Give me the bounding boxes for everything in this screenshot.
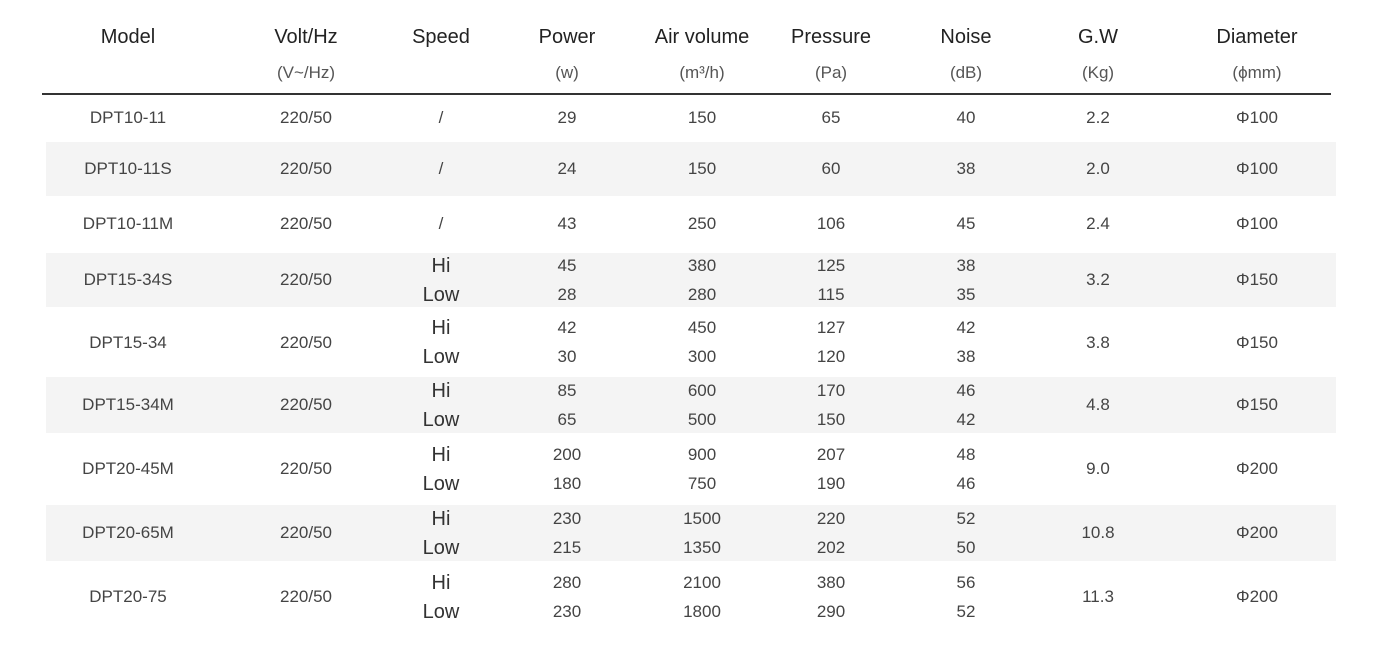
speed-cell: Hi xyxy=(431,571,451,594)
diameter-cell: Φ150 xyxy=(1236,270,1278,289)
diameter-cell: Φ200 xyxy=(1236,523,1278,542)
speed-cell: / xyxy=(438,159,444,178)
power-cell: 65 xyxy=(557,409,577,429)
power-cell: 29 xyxy=(557,108,577,127)
table-row xyxy=(46,197,1336,251)
speed-cell: Hi xyxy=(431,317,451,339)
pressure-cell: 125 xyxy=(816,255,846,275)
volt-cell: 220/50 xyxy=(280,159,332,178)
noise-cell: 48 xyxy=(956,444,976,464)
table-row xyxy=(46,309,1336,376)
gw-cell: 11.3 xyxy=(1082,587,1114,606)
model-cell: DPT15-34M xyxy=(82,395,174,414)
air-cell: 1500 xyxy=(683,508,721,528)
air-cell: 1350 xyxy=(683,537,721,557)
table-row xyxy=(46,505,1336,561)
model-cell: DPT20-45M xyxy=(82,459,174,478)
speed-cell: Low xyxy=(422,472,460,495)
table-row xyxy=(46,562,1336,632)
pressure-cell: 380 xyxy=(816,572,846,592)
gw-cell: 3.8 xyxy=(1086,332,1110,352)
air-cell: 250 xyxy=(687,214,717,233)
model-cell: DPT10-11M xyxy=(82,214,174,233)
pressure-cell: 202 xyxy=(816,537,846,557)
power-cell: 43 xyxy=(557,214,577,233)
speed-cell: Hi xyxy=(431,379,451,402)
noise-cell: 38 xyxy=(956,347,976,366)
air-cell: 500 xyxy=(687,409,717,429)
pressure-cell: 190 xyxy=(816,473,846,493)
noise-cell: 35 xyxy=(956,284,976,304)
column-unit-power: (w) xyxy=(555,63,579,82)
speed-cell: Low xyxy=(422,346,460,368)
column-unit-gw: (Kg) xyxy=(1081,63,1115,82)
diameter-cell: Φ200 xyxy=(1236,587,1278,606)
table-row xyxy=(46,434,1336,504)
power-cell: 24 xyxy=(557,159,577,178)
table-row xyxy=(46,253,1336,307)
air-cell: 2100 xyxy=(683,572,721,592)
noise-cell: 40 xyxy=(956,108,976,127)
power-cell: 85 xyxy=(557,380,577,400)
diameter-cell: Φ200 xyxy=(1236,459,1278,478)
column-unit-air: (m³/h) xyxy=(679,63,725,82)
noise-cell: 46 xyxy=(956,380,976,400)
volt-cell: 220/50 xyxy=(280,270,332,289)
gw-cell: 2.4 xyxy=(1086,214,1110,233)
column-title-pressure: Pressure xyxy=(790,26,872,48)
column-title-power: Power xyxy=(538,26,596,48)
volt-cell: 220/50 xyxy=(280,214,332,233)
column-unit-pressure: (Pa) xyxy=(814,63,848,82)
volt-cell: 220/50 xyxy=(280,332,332,352)
pressure-cell: 120 xyxy=(816,347,846,366)
column-title-diameter: Diameter xyxy=(1216,26,1298,48)
power-cell: 200 xyxy=(552,444,582,464)
gw-cell: 4.8 xyxy=(1086,395,1110,414)
model-cell: DPT20-75 xyxy=(89,587,167,606)
power-cell: 280 xyxy=(552,572,582,592)
table-row xyxy=(46,377,1336,433)
noise-cell: 52 xyxy=(956,508,976,528)
column-title-model: Model xyxy=(100,26,156,48)
speed-cell: / xyxy=(438,108,444,127)
column-title-noise: Noise xyxy=(940,26,992,48)
pressure-cell: 220 xyxy=(816,508,846,528)
air-cell: 900 xyxy=(687,444,717,464)
speed-cell: Hi xyxy=(431,443,451,466)
speed-cell: Low xyxy=(422,408,460,431)
column-title-volt: Volt/Hz xyxy=(274,26,338,48)
column-unit-noise: (dB) xyxy=(949,63,983,82)
pressure-cell: 150 xyxy=(816,409,846,429)
noise-cell: 45 xyxy=(956,214,976,233)
volt-cell: 220/50 xyxy=(280,523,332,542)
power-cell: 30 xyxy=(557,347,577,366)
noise-cell: 42 xyxy=(956,318,976,337)
column-unit-volt: (V~/Hz) xyxy=(276,63,336,82)
power-cell: 45 xyxy=(557,255,577,275)
power-cell: 230 xyxy=(552,508,582,528)
pressure-cell: 207 xyxy=(816,444,846,464)
volt-cell: 220/50 xyxy=(280,395,332,414)
air-cell: 750 xyxy=(687,473,717,493)
pressure-cell: 127 xyxy=(816,318,846,337)
noise-cell: 56 xyxy=(956,572,976,592)
air-cell: 600 xyxy=(687,380,717,400)
speed-cell: Hi xyxy=(431,507,451,530)
table-row xyxy=(46,142,1336,196)
noise-cell: 52 xyxy=(956,601,976,621)
volt-cell: 220/50 xyxy=(280,459,332,478)
power-cell: 180 xyxy=(552,473,582,493)
noise-cell: 38 xyxy=(956,255,976,275)
power-cell: 42 xyxy=(557,318,577,337)
air-cell: 280 xyxy=(687,284,717,304)
diameter-cell: Φ150 xyxy=(1236,395,1278,414)
noise-cell: 38 xyxy=(956,159,976,178)
gw-cell: 2.2 xyxy=(1086,108,1110,127)
air-cell: 380 xyxy=(687,255,717,275)
power-cell: 215 xyxy=(552,537,582,557)
model-cell: DPT15-34 xyxy=(89,332,167,352)
air-cell: 150 xyxy=(687,159,717,178)
pressure-cell: 115 xyxy=(817,284,845,304)
volt-cell: 220/50 xyxy=(280,108,332,127)
table-row xyxy=(46,95,1336,141)
gw-cell: 10.8 xyxy=(1081,523,1115,542)
gw-cell: 2.0 xyxy=(1086,159,1110,178)
speed-cell: Hi xyxy=(431,254,451,277)
table-header xyxy=(0,0,1382,95)
pressure-cell: 60 xyxy=(821,159,841,178)
column-unit-diameter: (ϕmm) xyxy=(1232,63,1282,82)
power-cell: 28 xyxy=(557,284,577,304)
gw-cell: 9.0 xyxy=(1086,459,1110,478)
air-cell: 150 xyxy=(687,108,717,127)
diameter-cell: Φ100 xyxy=(1236,108,1278,127)
air-cell: 300 xyxy=(687,347,717,366)
pressure-cell: 65 xyxy=(821,108,841,127)
noise-cell: 46 xyxy=(956,473,976,493)
diameter-cell: Φ150 xyxy=(1236,332,1278,352)
model-cell: DPT15-34S xyxy=(83,270,173,289)
column-title-air: Air volume xyxy=(654,26,750,48)
air-cell: 450 xyxy=(687,318,717,337)
volt-cell: 220/50 xyxy=(280,587,332,606)
noise-cell: 42 xyxy=(956,409,976,429)
speed-cell: Low xyxy=(422,283,460,306)
model-cell: DPT10-11S xyxy=(84,159,172,178)
pressure-cell: 290 xyxy=(816,601,846,621)
speed-cell: Low xyxy=(422,536,460,559)
column-title-gw: G.W xyxy=(1078,26,1118,48)
diameter-cell: Φ100 xyxy=(1236,159,1278,178)
model-cell: DPT20-65M xyxy=(82,523,174,542)
diameter-cell: Φ100 xyxy=(1236,214,1278,233)
pressure-cell: 106 xyxy=(816,214,846,233)
column-title-speed: Speed xyxy=(412,26,470,48)
speed-cell: Low xyxy=(422,600,460,623)
gw-cell: 3.2 xyxy=(1086,270,1110,289)
speed-cell: / xyxy=(438,214,444,233)
pressure-cell: 170 xyxy=(816,380,846,400)
noise-cell: 50 xyxy=(956,537,976,557)
air-cell: 1800 xyxy=(683,601,721,621)
model-cell: DPT10-11 xyxy=(89,108,167,127)
power-cell: 230 xyxy=(552,601,582,621)
